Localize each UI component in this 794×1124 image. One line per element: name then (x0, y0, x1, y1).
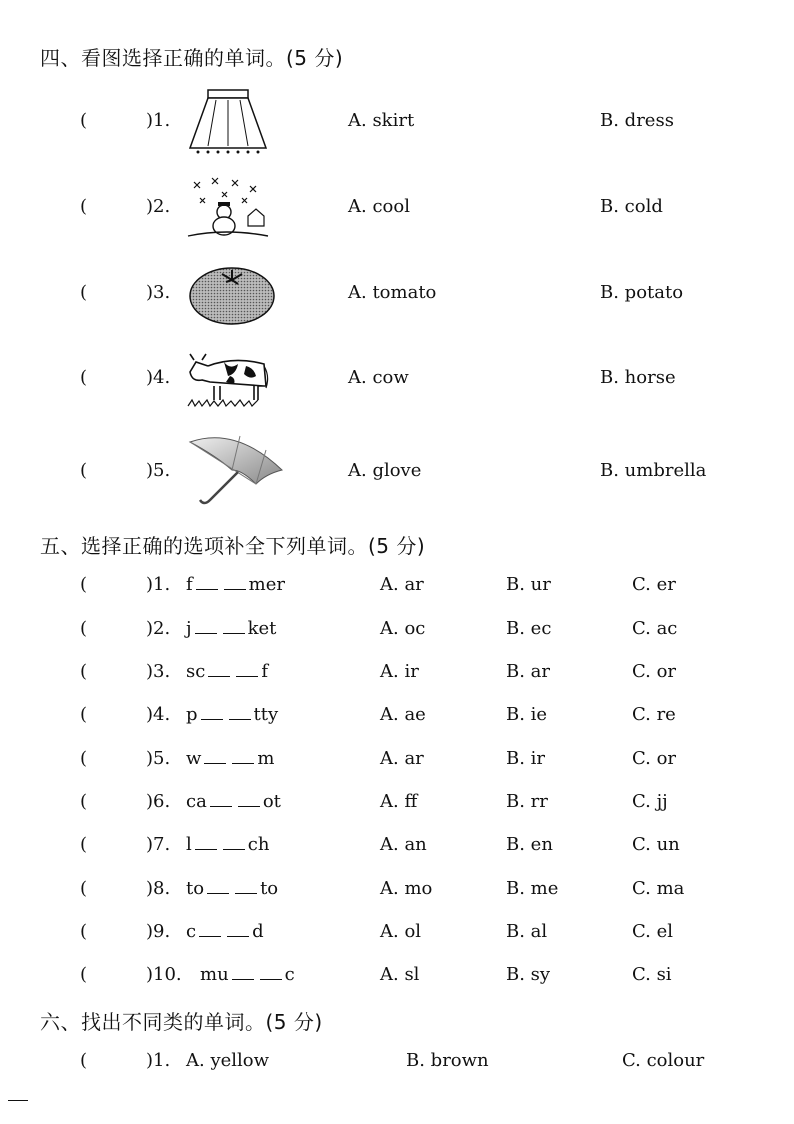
word-prefix: f (186, 574, 193, 595)
word-prefix: p (186, 704, 198, 725)
blank (229, 705, 251, 720)
question-number: )8. (146, 878, 171, 899)
question-number: )1. (146, 110, 171, 131)
blank (195, 619, 217, 634)
blank (210, 792, 232, 807)
word-with-blanks (186, 878, 278, 899)
answer-paren[interactable]: ( (80, 282, 88, 303)
option-b: B. me (506, 878, 559, 899)
question-number: )2. (146, 618, 171, 639)
answer-paren[interactable]: ( (80, 704, 88, 725)
option-c: C. ma (632, 878, 685, 899)
option-b: B. umbrella (600, 460, 707, 481)
answer-paren[interactable]: ( (80, 367, 88, 388)
option-b: B. ir (506, 748, 546, 769)
option-a: A. ir (380, 661, 419, 682)
option-a: A. cool (348, 196, 410, 217)
answer-paren[interactable]: ( (80, 878, 88, 899)
word-prefix: ca (186, 791, 207, 812)
question-number: )6. (146, 791, 171, 812)
option-a: A. glove (348, 460, 422, 481)
blank (204, 749, 226, 764)
section5-title: 五、选择正确的选项补全下列单词。(5 分) (40, 534, 426, 558)
option-b: B. potato (600, 282, 684, 303)
question-number: )1. (146, 1050, 171, 1071)
blank (223, 619, 245, 634)
question-number: )3. (146, 282, 171, 303)
option-b: B. brown (406, 1050, 489, 1071)
option-c: C. colour (622, 1050, 705, 1071)
word-with-blanks (186, 661, 268, 682)
blank (199, 922, 221, 937)
option-b: B. ie (506, 704, 548, 725)
word-with-blanks (200, 964, 295, 985)
question-number: )4. (146, 704, 171, 725)
blank (208, 662, 230, 677)
question-number: )10. (146, 964, 182, 985)
question-number: )9. (146, 921, 171, 942)
word-suffix: m (257, 748, 275, 769)
answer-paren[interactable]: ( (80, 921, 88, 942)
blank (232, 749, 254, 764)
blank (201, 705, 223, 720)
option-a: A. ff (380, 791, 418, 812)
word-with-blanks (186, 704, 278, 725)
skirt-icon (186, 86, 270, 158)
answer-paren[interactable]: ( (80, 661, 88, 682)
question-number: )7. (146, 834, 171, 855)
option-a: A. ol (380, 921, 422, 942)
option-c: C. jj (632, 791, 668, 812)
answer-paren[interactable]: ( (80, 964, 88, 985)
option-b: B. cold (600, 196, 663, 217)
word-suffix: mer (248, 574, 285, 595)
question-number: )1. (146, 574, 171, 595)
option-a: A. cow (348, 367, 409, 388)
word-suffix: ch (247, 834, 270, 855)
cow-icon (184, 348, 276, 412)
option-a: A. an (380, 834, 427, 855)
option-a: A. tomato (348, 282, 437, 303)
answer-paren[interactable]: ( (80, 460, 88, 481)
option-b: B. al (506, 921, 548, 942)
word-prefix: to (186, 878, 205, 899)
blank (223, 835, 245, 850)
word-suffix: ket (247, 618, 277, 639)
option-a: A. ae (380, 704, 426, 725)
question-number: )5. (146, 460, 171, 481)
option-c: C. un (632, 834, 680, 855)
option-b: B. rr (506, 791, 548, 812)
word-suffix: tty (253, 704, 279, 725)
answer-paren[interactable]: ( (80, 834, 88, 855)
option-c: C. or (632, 661, 677, 682)
answer-paren[interactable]: ( (80, 574, 88, 595)
option-a: A. ar (380, 574, 424, 595)
option-a: A. oc (380, 618, 426, 639)
option-c: C. re (632, 704, 676, 725)
word-prefix: j (186, 618, 192, 639)
word-with-blanks (186, 748, 275, 769)
answer-paren[interactable]: ( (80, 196, 88, 217)
blank (232, 965, 254, 980)
section6-title: 六、找出不同类的单词。(5 分) (40, 1010, 323, 1034)
option-a: A. sl (380, 964, 420, 985)
option-c: C. si (632, 964, 672, 985)
option-a: A. ar (380, 748, 424, 769)
tomato-icon (186, 262, 278, 326)
option-b: B. sy (506, 964, 551, 985)
word-with-blanks (186, 834, 269, 855)
word-prefix: l (186, 834, 192, 855)
blank (235, 879, 257, 894)
word-prefix: c (186, 921, 197, 942)
option-c: C. er (632, 574, 676, 595)
word-prefix: sc (186, 661, 206, 682)
blank (238, 792, 260, 807)
option-c: C. ac (632, 618, 678, 639)
word-prefix: w (186, 748, 202, 769)
option-b: B. horse (600, 367, 676, 388)
word-prefix: mu (200, 964, 229, 985)
option-b: B. en (506, 834, 553, 855)
umbrella-icon (186, 430, 286, 510)
answer-paren[interactable]: ( (80, 110, 88, 131)
word-suffix: d (252, 921, 264, 942)
blank (236, 662, 258, 677)
blank (224, 575, 246, 590)
option-c: C. el (632, 921, 673, 942)
section4-title: 四、看图选择正确的单词。(5 分) (40, 46, 344, 70)
blank (207, 879, 229, 894)
blank (260, 965, 282, 980)
word-with-blanks (186, 618, 276, 639)
answer-paren[interactable]: ( (80, 618, 88, 639)
blank (195, 835, 217, 850)
blank (227, 922, 249, 937)
word-suffix: ot (262, 791, 281, 812)
word-with-blanks (186, 791, 281, 812)
page-edge-mark (8, 1100, 28, 1101)
word-suffix: to (260, 878, 279, 899)
answer-paren[interactable]: ( (80, 1050, 88, 1071)
option-b: B. ec (506, 618, 552, 639)
option-c: C. or (632, 748, 677, 769)
blank (196, 575, 218, 590)
word-with-blanks (186, 921, 264, 942)
answer-paren[interactable]: ( (80, 748, 88, 769)
question-number: )5. (146, 748, 171, 769)
question-number: )2. (146, 196, 171, 217)
option-b: B. dress (600, 110, 674, 131)
option-a: A. mo (380, 878, 433, 899)
option-a: A. skirt (348, 110, 415, 131)
option-a: A. yellow (186, 1050, 270, 1071)
question-number: )3. (146, 661, 171, 682)
option-b: B. ur (506, 574, 551, 595)
question-number: )4. (146, 367, 171, 388)
option-b: B. ar (506, 661, 551, 682)
answer-paren[interactable]: ( (80, 791, 88, 812)
word-suffix: f (261, 661, 268, 682)
snowman-icon (186, 176, 270, 240)
word-suffix: c (284, 964, 295, 985)
word-with-blanks (186, 574, 285, 595)
